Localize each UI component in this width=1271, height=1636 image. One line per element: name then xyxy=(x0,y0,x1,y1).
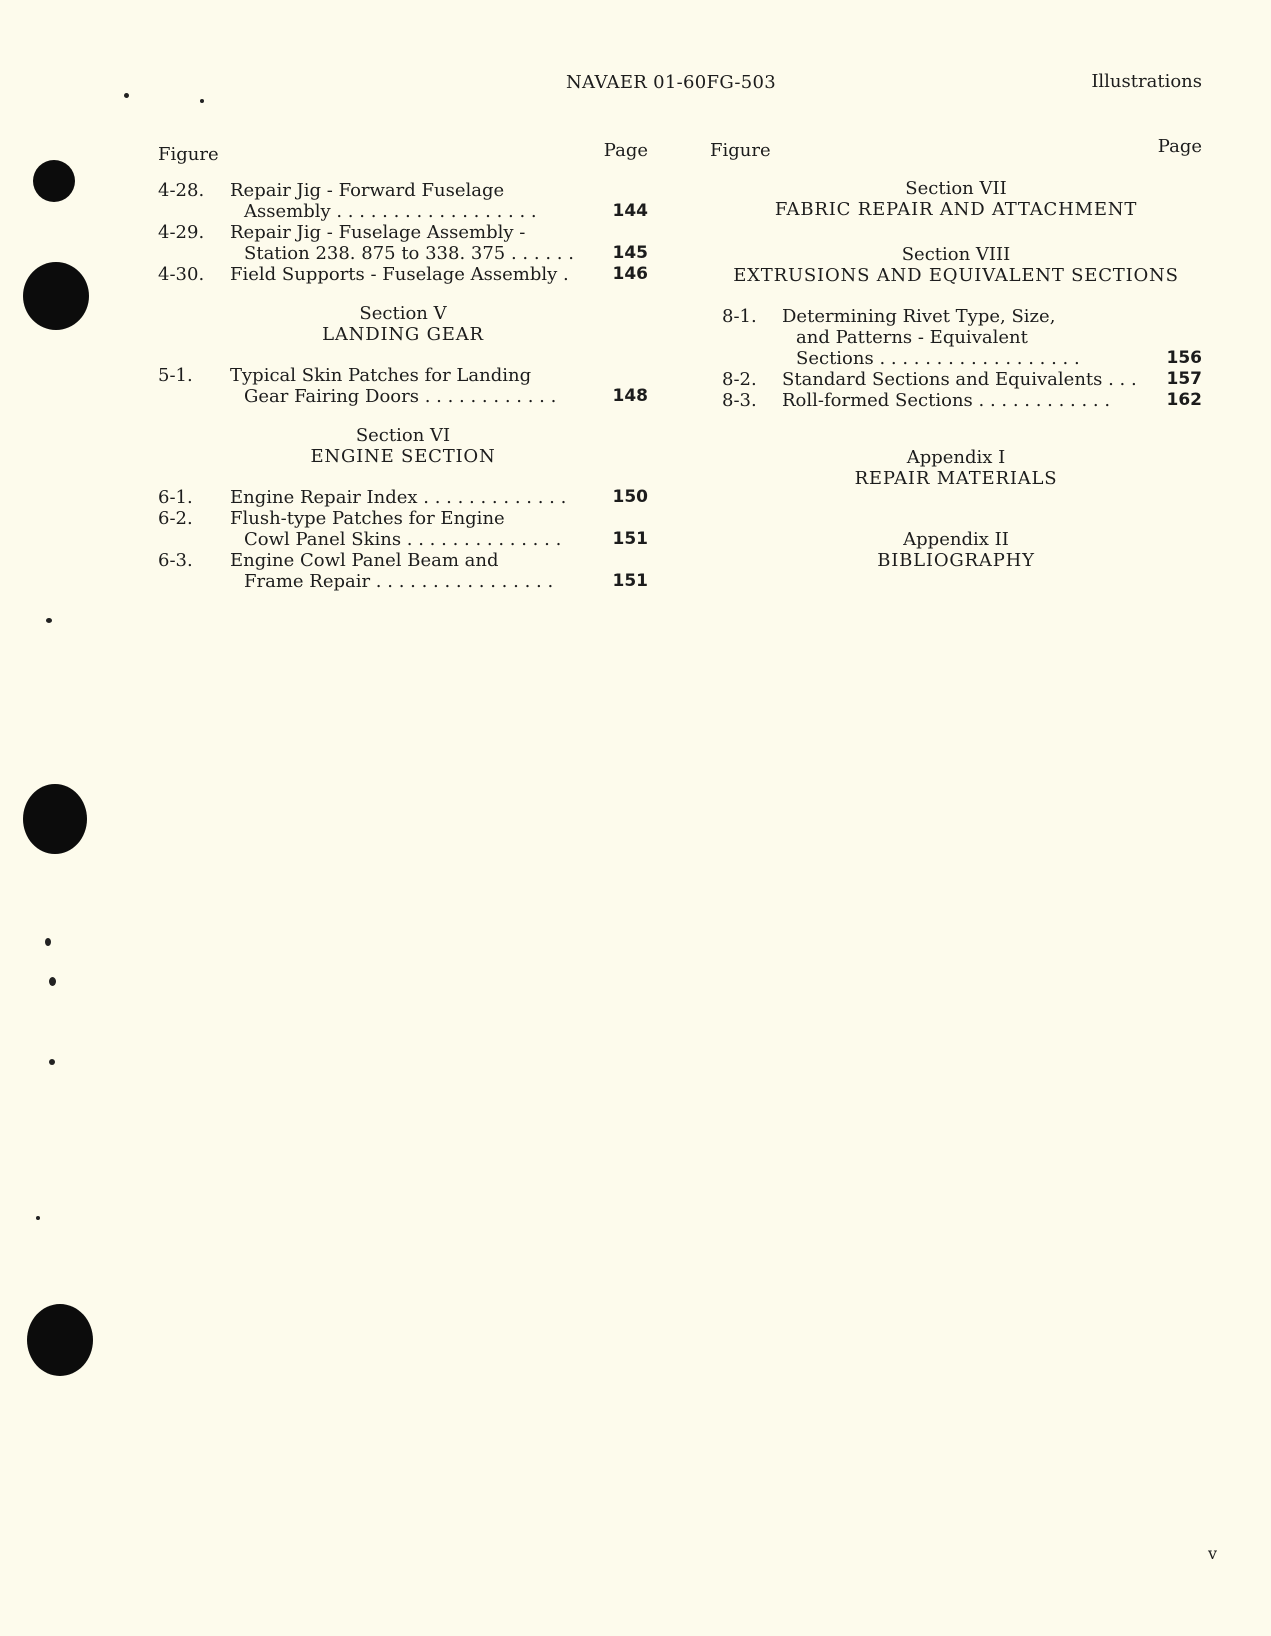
figure-number: 6-2. xyxy=(158,508,193,529)
page-number: 144 xyxy=(612,201,648,221)
figure-title: Determining Rivet Type, Size, xyxy=(782,306,1056,327)
figure-title: Sections . . . . . . . . . . . . . . . . . . xyxy=(796,348,1080,369)
page-number: 151 xyxy=(612,529,648,549)
figure-entry xyxy=(158,487,648,508)
appendix-title: BIBLIOGRAPHY xyxy=(877,550,1035,571)
figure-number: 5-1. xyxy=(158,365,193,386)
scan-speck xyxy=(36,1216,40,1220)
figure-entry xyxy=(158,508,648,550)
page-number-footer: v xyxy=(1208,1544,1218,1563)
page-number: 151 xyxy=(612,571,648,591)
appendix-heading xyxy=(710,529,1202,571)
section-title: ENGINE SECTION xyxy=(310,446,496,467)
figure-column-label: Figure xyxy=(710,140,771,161)
section-title: LANDING GEAR xyxy=(322,324,484,345)
binder-hole xyxy=(33,160,75,202)
figure-column-label: Figure xyxy=(158,144,219,165)
figure-title: Engine Cowl Panel Beam and xyxy=(230,550,499,571)
page-number: 156 xyxy=(1166,348,1202,368)
section-label: Section V xyxy=(359,303,447,324)
section-heading xyxy=(158,303,648,345)
figure-title: Station 238. 875 to 338. 375 . . . . . . xyxy=(244,243,574,264)
figure-title: Flush-type Patches for Engine xyxy=(230,508,505,529)
column-header xyxy=(710,136,1202,176)
figure-entry xyxy=(710,390,1202,411)
figure-title: Frame Repair . . . . . . . . . . . . . . . . xyxy=(244,571,554,592)
figure-number: 4-29. xyxy=(158,222,205,243)
figure-entry xyxy=(158,365,648,407)
appendix-label: Appendix I xyxy=(906,447,1006,468)
figure-entry xyxy=(158,180,648,222)
figure-title: Engine Repair Index . . . . . . . . . . . . . xyxy=(230,487,567,508)
page-column-label: Page xyxy=(1157,136,1202,157)
figure-entry xyxy=(710,306,1202,369)
figure-title: Roll-formed Sections . . . . . . . . . . . . xyxy=(782,390,1111,411)
figure-number: 6-3. xyxy=(158,550,193,571)
section-heading xyxy=(710,178,1202,220)
document-number: NAVAER 01-60FG-503 xyxy=(566,72,776,93)
figure-title: Standard Sections and Equivalents . . . xyxy=(782,369,1137,390)
right-column xyxy=(710,136,1202,591)
scan-speck xyxy=(49,977,56,986)
binder-hole xyxy=(23,262,89,330)
page-number: 146 xyxy=(612,264,648,284)
figure-title: Field Supports - Fuselage Assembly . xyxy=(230,264,569,285)
scan-speck xyxy=(124,93,129,98)
figure-number: 4-28. xyxy=(158,180,205,201)
figure-number: 8-2. xyxy=(722,369,757,390)
running-header-section: Illustrations xyxy=(1091,71,1202,92)
page-number: 145 xyxy=(612,243,648,263)
scan-speck xyxy=(200,99,204,103)
figure-entry xyxy=(158,264,648,285)
figure-number: 4-30. xyxy=(158,264,205,285)
appendix-title: REPAIR MATERIALS xyxy=(854,468,1058,489)
scan-speck xyxy=(45,938,51,946)
page-number: 162 xyxy=(1166,390,1202,410)
page-column-label: Page xyxy=(603,140,648,161)
figure-title: Typical Skin Patches for Landing xyxy=(230,365,532,386)
figure-title: Repair Jig - Fuselage Assembly - xyxy=(230,222,526,243)
section-title: FABRIC REPAIR AND ATTACHMENT xyxy=(774,199,1138,220)
figure-entry xyxy=(158,222,648,264)
figure-title: Cowl Panel Skins . . . . . . . . . . . . . . xyxy=(244,529,562,550)
section-label: Section VII xyxy=(905,178,1007,199)
page-number: 148 xyxy=(612,386,648,406)
figure-entry xyxy=(710,369,1202,390)
figure-title: and Patterns - Equivalent xyxy=(796,327,1028,348)
page-number: 150 xyxy=(612,487,648,507)
scan-speck xyxy=(49,1059,55,1065)
section-label: Section VIII xyxy=(901,244,1011,265)
figure-title: Assembly . . . . . . . . . . . . . . . . . . xyxy=(244,201,537,222)
figure-title: Repair Jig - Forward Fuselage xyxy=(230,180,505,201)
section-heading xyxy=(158,425,648,467)
column-header xyxy=(158,140,648,180)
binder-hole xyxy=(27,1304,93,1376)
appendix-label: Appendix II xyxy=(903,529,1009,550)
figure-number: 8-3. xyxy=(722,390,757,411)
figure-entry xyxy=(158,550,648,592)
appendix-heading xyxy=(710,447,1202,489)
section-title: EXTRUSIONS AND EQUIVALENT SECTIONS xyxy=(733,265,1179,286)
left-column xyxy=(158,140,648,592)
page-number: 157 xyxy=(1166,369,1202,389)
scan-speck xyxy=(46,618,52,623)
figure-number: 8-1. xyxy=(722,306,757,327)
section-label: Section VI xyxy=(355,425,451,446)
figure-title: Gear Fairing Doors . . . . . . . . . . . . xyxy=(244,386,557,407)
section-heading xyxy=(710,244,1202,286)
binder-hole xyxy=(23,784,87,854)
figure-number: 6-1. xyxy=(158,487,193,508)
